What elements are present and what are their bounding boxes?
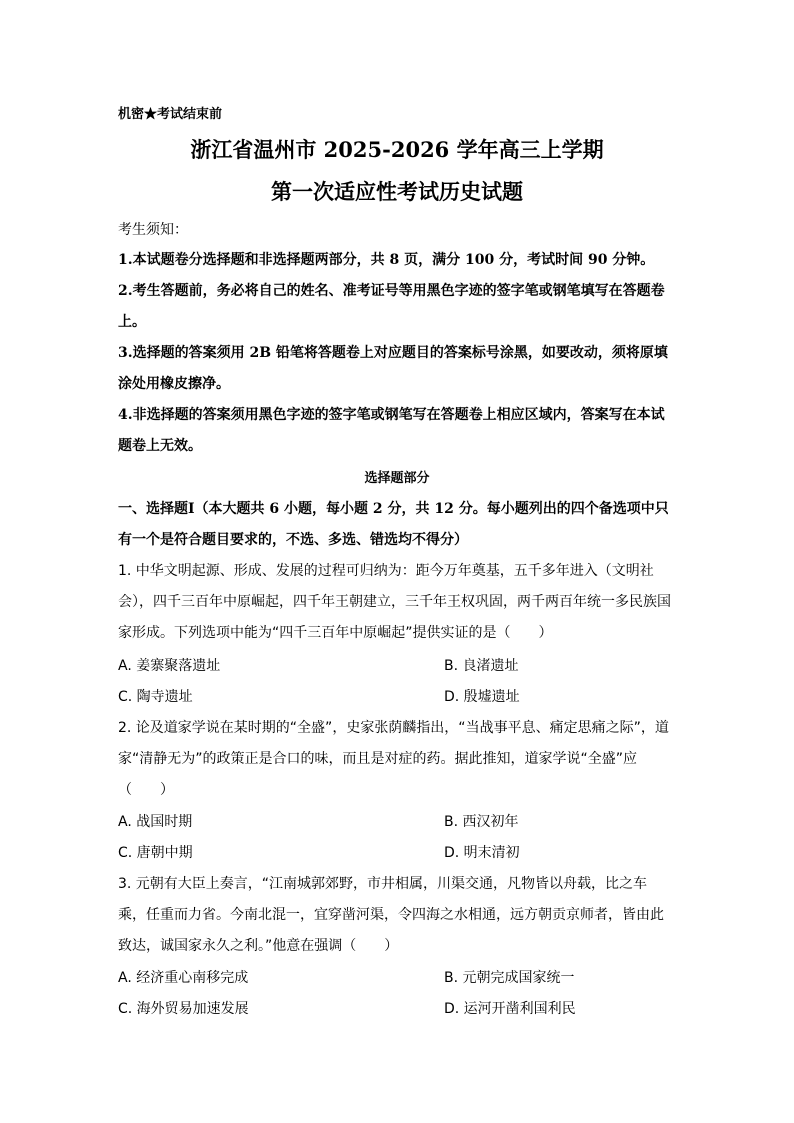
notice-line: 上。 <box>118 314 146 330</box>
question-2-line: 家“清静无为”的政策正是合口的味，而且是对症的药。据此推知，道家学说“全盛”应 <box>118 751 638 767</box>
question-1-line: 会），四千三百年中原崛起，四千年王朝建立，三千年王权巩固，两千两百年统一多民族国 <box>118 594 671 610</box>
question-1-option-b: B. 良渚遗址 <box>444 658 519 674</box>
question-1-option-a: A. 姜寨聚落遗址 <box>118 658 221 674</box>
question-2-option-b: B. 西汉初年 <box>444 814 519 830</box>
question-3-line: 3. 元朝有大臣上奏言，“江南城郭郊野，市井相属，川渠交通，凡物皆以舟载，比之车 <box>118 876 648 892</box>
question-2-option-a: A. 战国时期 <box>118 814 193 830</box>
part-instruction-line: 有一个是符合题目要求的，不选、多选、错选均不得分） <box>118 532 468 548</box>
question-3-option-a: A. 经济重心南移完成 <box>118 970 249 986</box>
part-instruction-line: 一、选择题Ⅰ（本大题共 6 小题，每小题 2 分，共 12 分。每小题列出的四个备选项中只 <box>118 501 669 517</box>
question-1-line: 家形成。下列选项中能为“四千三百年中原崛起”提供实证的是（ ） <box>118 625 553 641</box>
question-2-option-d: D. 明末清初 <box>444 845 520 861</box>
notice-line: 4.非选择题的答案须用黑色字迹的签字笔或钢笔写在答题卷上相应区域内，答案写在本试 <box>118 407 665 423</box>
notice-line: 1.本试题卷分选择题和非选择题两部分，共 8 页，满分 100 分，考试时间 90 分钟。 <box>118 252 655 268</box>
notice-heading: 考生须知： <box>118 222 188 238</box>
question-1-line: 1. 中华文明起源、形成、发展的过程可归纳为：距今万年奠基，五千多年进入（文明社 <box>118 563 654 579</box>
question-3-option-d: D. 运河开凿利国利民 <box>444 1001 576 1017</box>
question-2-line: 2. 论及道家学说在某时期的“全盛”，史家张荫麟指出，“当战事平息、痛定思痛之际”，道 <box>118 720 669 736</box>
notice-line: 题卷上无效。 <box>118 438 202 454</box>
notice-line: 2.考生答题前，务必将自己的姓名、准考证号等用黑色字迹的签字笔或钢笔填写在答题卷 <box>118 283 665 299</box>
question-3-line: 致达，诚国家永久之利。”他意在强调（ ） <box>118 938 399 954</box>
exam-title-line1: 浙江省温州市 2025-2026 学年高三上学期 <box>190 137 604 162</box>
question-1-option-c: C. 陶寺遗址 <box>118 689 193 705</box>
question-2-line: （ ） <box>118 782 174 798</box>
question-3-option-c: C. 海外贸易加速发展 <box>118 1001 249 1017</box>
question-1-option-d: D. 殷墟遗址 <box>444 689 520 705</box>
section-heading: 选择题部分 <box>364 471 430 486</box>
confidential-mark: 机密★考试结束前 <box>118 107 223 122</box>
exam-title-line2: 第一次适应性考试历史试题 <box>271 179 523 204</box>
question-2-option-c: C. 唐朝中期 <box>118 845 193 861</box>
notice-line: 3.选择题的答案须用 2B 铅笔将答题卷上对应题目的答案标号涂黑，如要改动，须将原填 <box>118 345 668 361</box>
question-3-line: 乘，任重而力省。今南北混一，宜穿凿河渠，令四海之水相通，远方朝贡京师者，皆由此 <box>118 907 664 923</box>
question-3-option-b: B. 元朝完成国家统一 <box>444 970 575 986</box>
notice-line: 涂处用橡皮擦净。 <box>118 376 230 392</box>
